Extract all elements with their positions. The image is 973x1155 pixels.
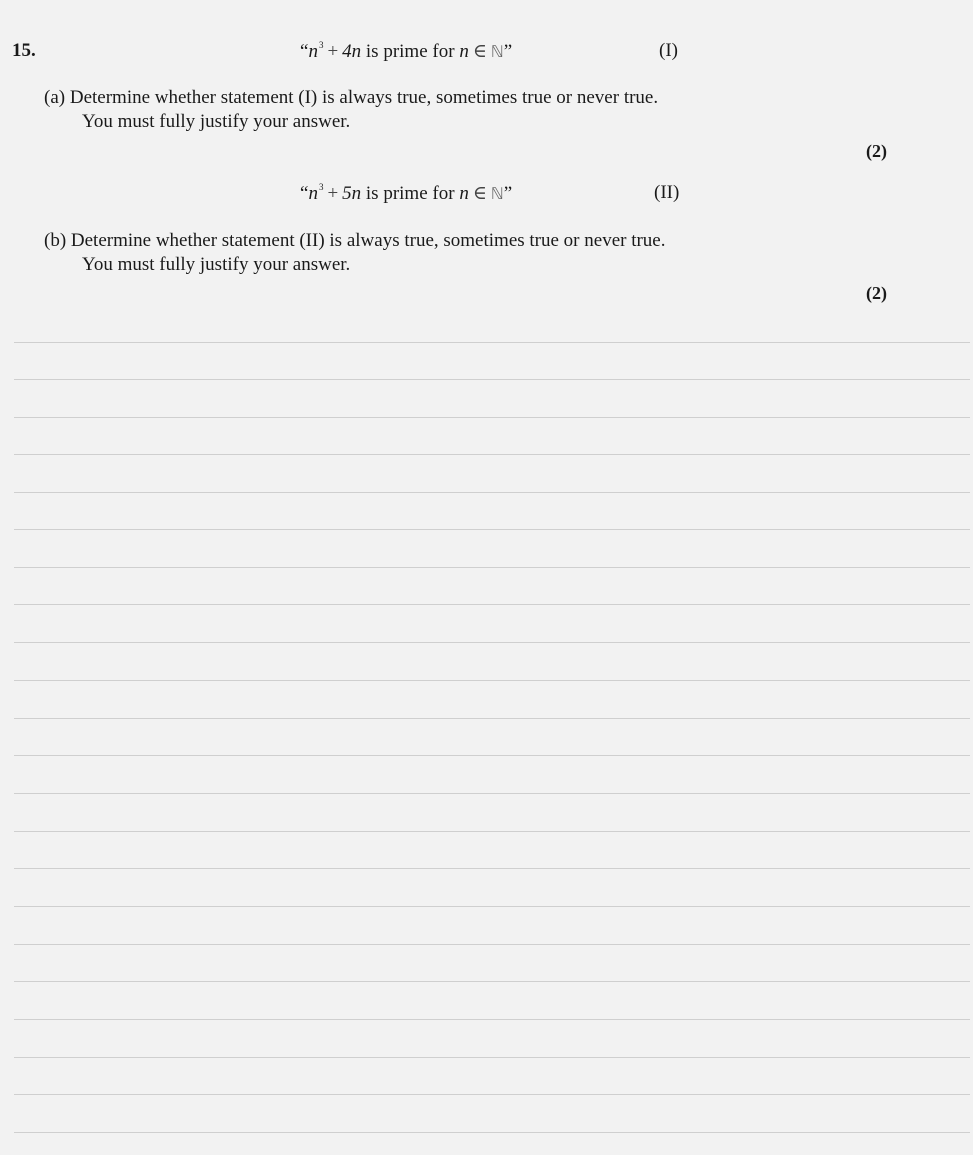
answer-line[interactable]: [14, 379, 970, 380]
part-a-label: (a): [44, 87, 66, 108]
answer-line[interactable]: [14, 755, 970, 756]
answer-line[interactable]: [14, 1094, 970, 1095]
question-number: 15.: [12, 40, 36, 61]
answer-line[interactable]: [14, 906, 970, 907]
answer-line[interactable]: [14, 417, 970, 418]
part-b: [44, 229, 666, 277]
answer-line[interactable]: [14, 454, 970, 455]
statement-i-label: (I): [659, 40, 678, 61]
statement-ii-label: (II): [654, 182, 680, 203]
answer-line[interactable]: [14, 1132, 970, 1133]
answer-line[interactable]: [14, 868, 970, 869]
answer-line[interactable]: [14, 793, 970, 794]
answer-line[interactable]: [14, 831, 970, 832]
answer-line[interactable]: [14, 342, 970, 343]
part-b-marks: (2): [866, 283, 887, 303]
answer-line[interactable]: [14, 567, 970, 568]
answer-line[interactable]: [14, 604, 970, 605]
answer-line[interactable]: [14, 680, 970, 681]
part-b-label: (b): [44, 230, 67, 251]
answer-line[interactable]: [14, 1057, 970, 1058]
answer-line[interactable]: [14, 492, 970, 493]
answer-line[interactable]: [14, 1019, 970, 1020]
part-a: [44, 86, 658, 134]
answer-line[interactable]: [14, 529, 970, 530]
part-b-line2: You must fully justify your answer.: [82, 254, 351, 275]
part-a-line1: Determine whether statement (I) is always true, sometimes true or never true.: [69, 87, 659, 108]
answer-line[interactable]: [14, 718, 970, 719]
answer-line[interactable]: [14, 642, 970, 643]
answer-line[interactable]: [14, 981, 970, 982]
statement-ii: “$n^3 + 5n$ is prime for n ∈ ℕ”: [300, 182, 513, 204]
statement-i: “$n^3 + 4n$ is prime for n ∈ ℕ”: [300, 40, 513, 62]
part-a-marks: (2): [866, 141, 887, 161]
part-a-line2: You must fully justify your answer.: [82, 111, 351, 132]
answer-line[interactable]: [14, 944, 970, 945]
part-b-line1: Determine whether statement (II) is always true, sometimes true or never true.: [70, 230, 666, 251]
